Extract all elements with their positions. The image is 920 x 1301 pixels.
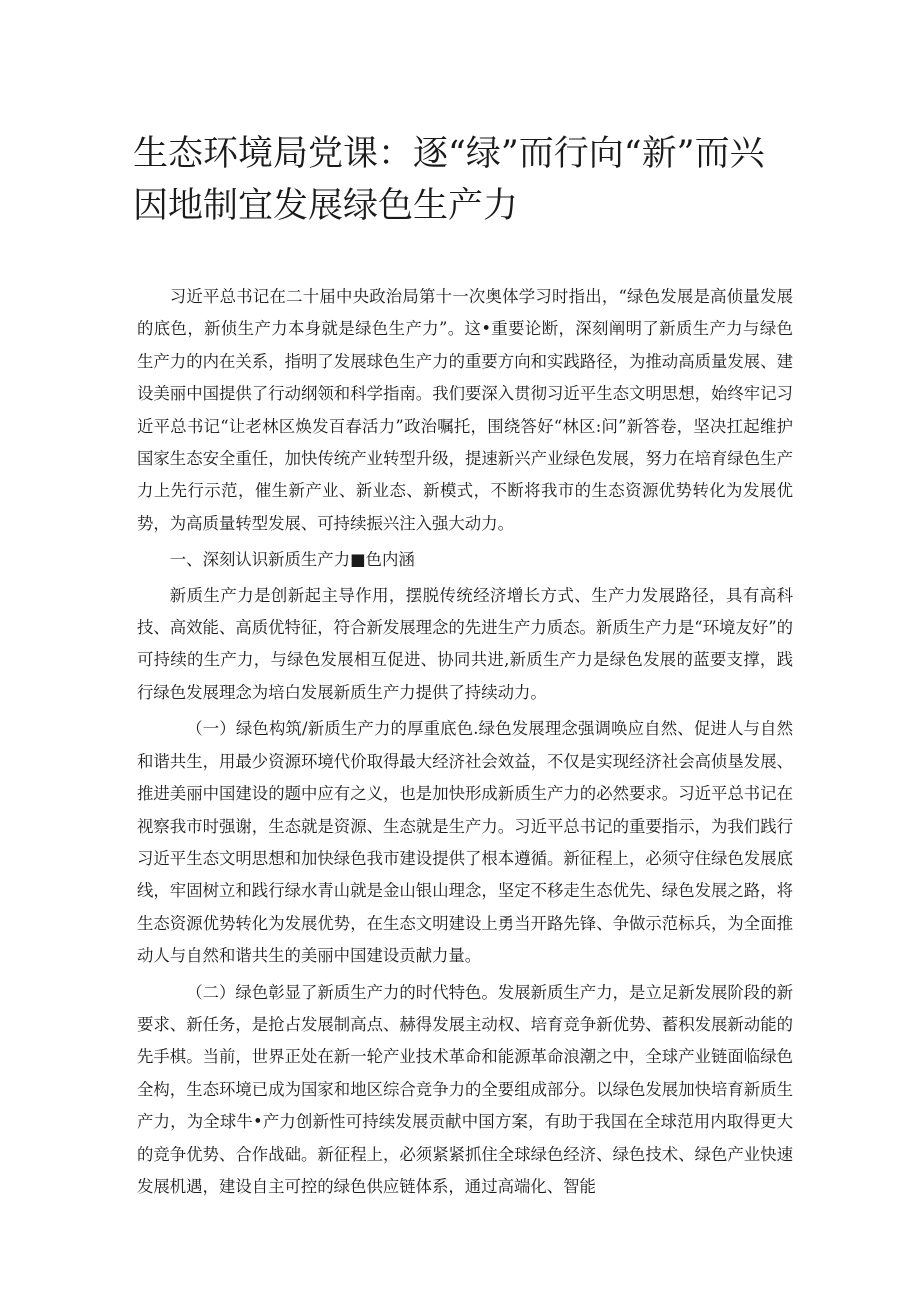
section-1-paragraph: 新质生产力是创新起主导作用，摆脱传统经济增长方式、生产力发展路径，具有高科技、高效能、高质优特征，符合新发展理念的先进生产力质态。新质生产力是“环境友好”的可持续的生产力，与绿色发展相互促进、协同共进,新质生产力是绿色发展的蓝要支撑，践行绿色发展理念为培白发展新质生产力提供了持续动力。 bbox=[137, 585, 793, 702]
intro-paragraph: 习近平总书记在二十届中央政治局第十一次奥体学习时指出，“绿色发展是高侦量发展的底色，新侦生产力本身就是绿色生产力”。这•重要论断，深刻阐明了新质生产力与绿色生产力的内在关系，指明了发展球色生产力的重要方向和实践路径，为推动高质量发展、建设美丽中国提供了行动纲领和科学指南。我们要深入贯彻习近平生态文明思想，始终牢记习近平总书记“让老林区焕发百春活力”政治嘱托，围绕答好“林区:问”新答卷，坚决扛起维护国家生态安全重任，加快传统产业转型升级，提速新兴产业绿色发展，努力在培育绿色生产力上先行示范，催生新产业、新业态、新模式，不断将我市的生态资源优势转化为发展优势，为高质量转型发展、可持续振兴注入强大动力。 bbox=[137, 287, 793, 533]
document-title: 生态环境局党课：逐“绿”而行向“新”而兴因地制宜发展绿色生产力 bbox=[133, 134, 765, 226]
section-heading-1: 一、深刻认识新质生产力■色内涵 bbox=[169, 550, 415, 570]
subsection-2-paragraph: （二）绿色彰显了新质生产力的时代特色。发展新质生产力，是立足新发展阶段的新要求、新任务，是抢占发展制高点、赫得发展主动权、培育竞争新优势、蓄积发展新动能的先手棋。当前，世界正处在新一轮产业技术革命和能源革命浪潮之中，全球产业链面临绿色全构，生态环境已成为国家和地区综合竞争力的全要组成部分。以绿色发展加快培育新质生产力，为全球牛•产力创新性可持续发展贡献中国方案，有助于我国在全球范用内取得更大的竞争优势、合作战础。新征程上，必须紧紧抓住全球绿色经济、绿色技术、绿色产业快速发展机遇，建设自主可控的绿色供应链体系，通过高端化、智能 bbox=[137, 982, 793, 1196]
subsection-1-paragraph: （一）绿色构筑/新质生产力的厚重底色.绿色发展理念强调唤应自然、促进人与自然和谐共生，用最少资源环境代价取得最大经济社会效益，不仅是实现经济社会高侦垦发展、推进美丽中国建设的题中应有之义，也是加快形成新质生产力的必然要求。习近平总书记在视察我市时强谢，生态就是资源、生态就是生产力。习近平总书记的重要指示，为我们践行习近平生态文明思想和加快绿色我市建设提供了根本遵循。新征程上，必须守住绿色发展底线，牢固树立和践行绿水青山就是金山银山理念，坚定不移走生态优先、绿色发展之路，将生态资源优势转化为发展优势，在生态文明建设上勇当开路先锋、争做示范标兵，为全面推动人与自然和谐共生的美丽中国建设贡献力量。 bbox=[137, 719, 793, 966]
document-body bbox=[137, 281, 793, 1203]
